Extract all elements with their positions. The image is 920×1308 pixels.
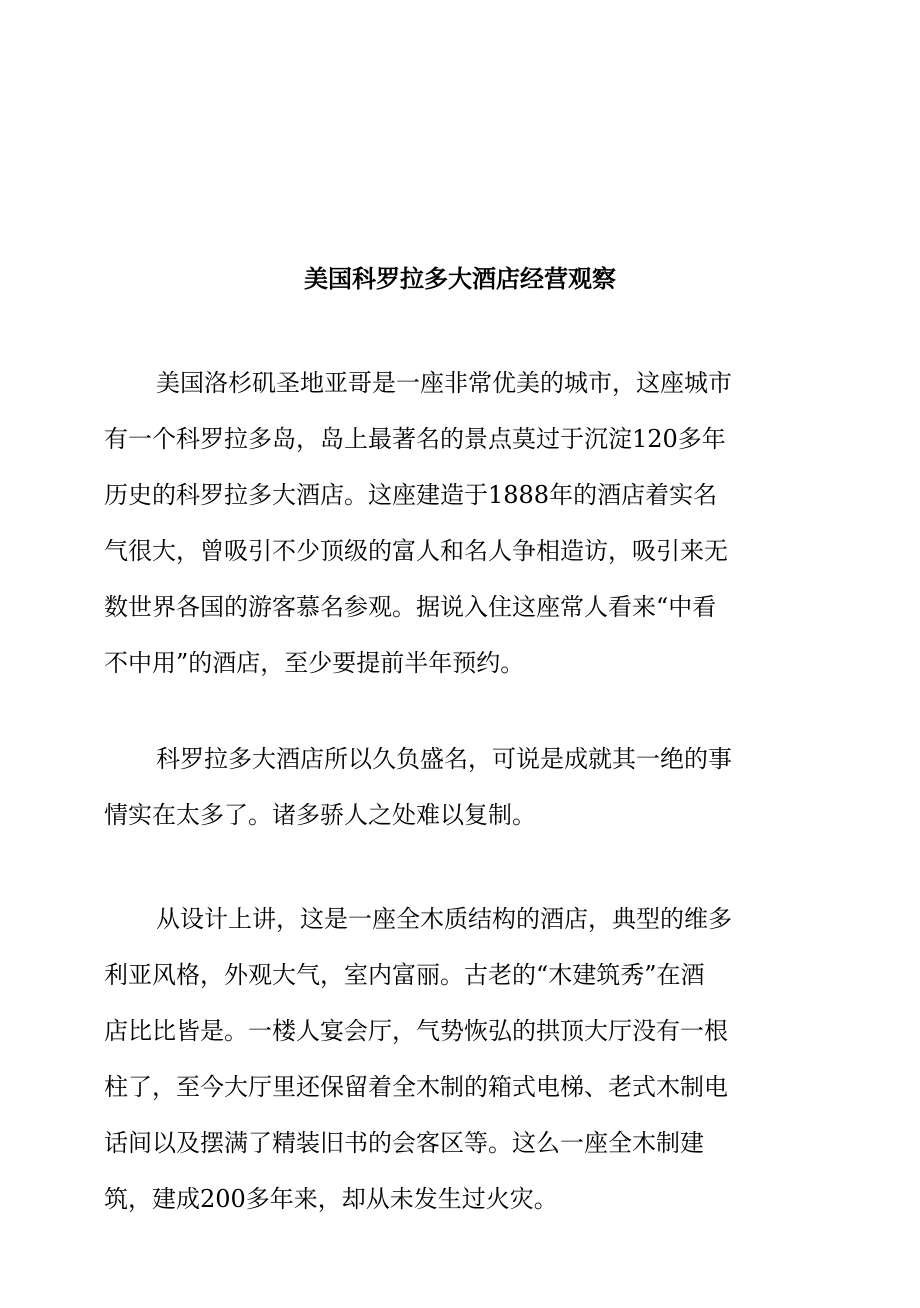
paragraph-line: 科罗拉多大酒店所以久负盛名，可说是成就其一绝的事	[156, 745, 732, 773]
document-title: 美国科罗拉多大酒店经营观察	[304, 264, 616, 293]
paragraph-line: 气很大，曾吸引不少顶级的富人和名人争相造访，吸引来无	[104, 537, 728, 565]
paragraph-line: 柱了，至今大厅里还保留着全木制的箱式电梯、老式木制电	[104, 1073, 728, 1101]
paragraph-line: 情实在太多了。诸多骄人之处难以复制。	[104, 801, 536, 829]
paragraph-line: 利亚风格，外观大气，室内富丽。古老的“木建筑秀”在酒	[104, 961, 705, 989]
paragraph-3	[104, 891, 804, 1227]
paragraph-line: 不中用”的酒店，至少要提前半年预约。	[104, 649, 525, 677]
paragraph-line: 筑，建成200多年来，却从未发生过火灾。	[104, 1185, 558, 1213]
paragraph-line: 数世界各国的游客慕名参观。据说入住这座常人看来“中看	[104, 593, 717, 621]
paragraph-line: 历史的科罗拉多大酒店。这座建造于1888年的酒店着实名	[104, 481, 718, 509]
paragraph-line: 有一个科罗拉多岛，岛上最著名的景点莫过于沉淀120多年	[104, 425, 726, 453]
paragraph-line: 从设计上讲，这是一座全木质结构的酒店，典型的维多	[156, 905, 732, 933]
paragraph-line: 美国洛杉矶圣地亚哥是一座非常优美的城市，这座城市	[156, 369, 732, 397]
paragraph-1	[104, 355, 804, 691]
paragraph-line: 话间以及摆满了精装旧书的会客区等。这么一座全木制建	[104, 1129, 704, 1157]
paragraph-line: 店比比皆是。一楼人宴会厅，气势恢弘的拱顶大厅没有一根	[104, 1017, 728, 1045]
paragraph-2	[104, 731, 804, 843]
